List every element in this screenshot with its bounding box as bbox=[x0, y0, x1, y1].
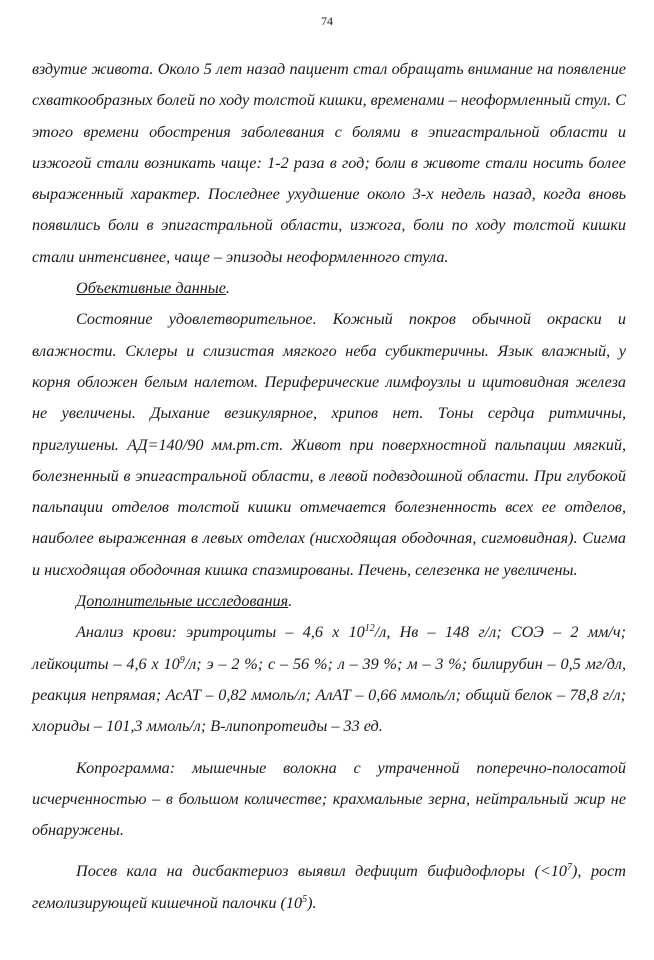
objective-heading-text: Объективные данные bbox=[76, 279, 226, 298]
page-number: 74 bbox=[321, 14, 333, 28]
objective-heading-period: . bbox=[225, 279, 230, 298]
culture-exponent-2: 5 bbox=[302, 893, 308, 905]
culture-text-1: Посев кала на дисбактериоз выявил дефицит бифидофлоры (<10 bbox=[76, 862, 567, 881]
history-paragraph: вздутие живота. Около 5 лет назад пациент стал обращать внимание на появление схваткообразных болей по ходу толстой кишки, временами – неоформленный стул. С этого времени обострения заболевания с болями в эпигастральной области и изжогой стали возникать чаще: 1-2 раза в год; боли в животе стали носить более выраженный характер. Последнее ухудшение около 3-х недель назад, когда вновь появились боли в эпигастральной области, изжога, боли по ходу толстой кишки стали интенсивнее, чаще – эпизоды неоформленного стула. bbox=[32, 60, 626, 266]
blood-exponent-1: 12 bbox=[364, 623, 375, 635]
culture-exponent-1: 7 bbox=[566, 862, 572, 874]
objective-paragraph: Состояние удовлетворительное. Кожный покров обычной окраски и влажности. Склеры и слизистая мягкого неба субиктеричны. Язык влажный, у корня обложен белым налетом. Периферические лимфоузлы и щитовидная железа не увеличены. Дыхание везикулярное, хрипов нет. Тоны сердца ритмичны, приглушены. АД=140/90 мм.рт.ст. Живот при поверхностной пальпации мягкий, болезненный в эпигастральной области, в левой подвздошной области. При глубокой пальпации отделов толстой кишки отмечается болезненность всех ее отделов, наиболее выраженная в левых отделах (нисходящая ободочная, сигмовидная). Сигма и нисходящая ободочная кишка спазмированы. Печень, селезенка не увеличены. bbox=[32, 310, 626, 579]
coprogram-paragraph: Копрограмма: мышечные волокна с утраченной поперечно-полосатой исчерченностью – в большом количестве; крахмальные зерна, нейтральный жир не обнаружены. bbox=[32, 758, 626, 840]
blood-exponent-2: 9 bbox=[179, 654, 185, 666]
stool-culture-paragraph bbox=[32, 856, 626, 919]
blood-test-paragraph bbox=[32, 617, 626, 742]
blood-text-3: /л; э – 2 %; с – 56 %; л – 39 %; м – 3 %; билирубин – 0,5 мг/дл, реакция непрямая; АсАТ – 0,82 ммоль/л; АлАТ – 0,66 ммоль/л; общий белок – 78,8 г/л; хлориды – 101,3 ммоль/л; В-липопротеиды – 33 ед. bbox=[32, 654, 626, 736]
document-body bbox=[32, 54, 626, 919]
additional-heading bbox=[32, 586, 626, 617]
culture-text-3: ). bbox=[307, 893, 317, 912]
additional-heading-text: Дополнительные исследования bbox=[76, 592, 289, 611]
objective-heading bbox=[32, 273, 626, 304]
additional-heading-period: . bbox=[288, 592, 293, 611]
blood-text-1: Анализ крови: эритроциты – 4,6 х 10 bbox=[76, 623, 365, 642]
blood-text-2: /л, Нв – 148 г/л; СОЭ – 2 мм/ч; лейкоциты – 4,6 х 10 bbox=[32, 623, 626, 673]
culture-text-2: ), рост гемолизирующей кишечной палочки (10 bbox=[32, 862, 627, 912]
